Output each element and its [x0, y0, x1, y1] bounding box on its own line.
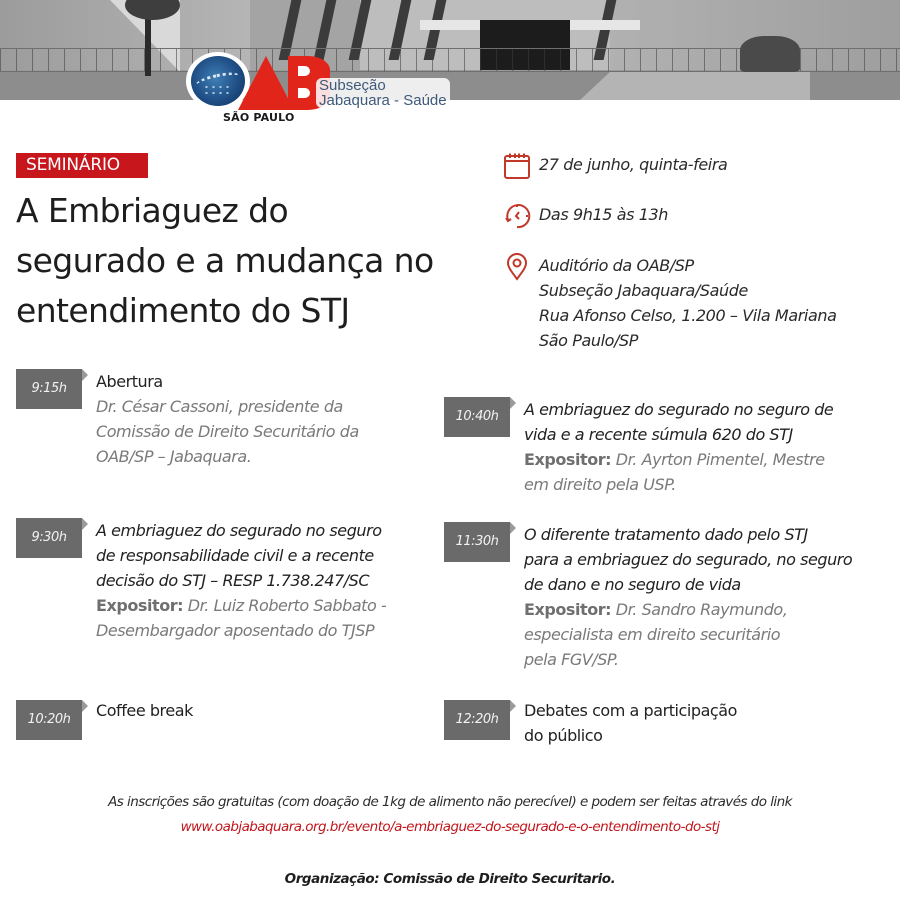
schedule-item-talk-3: 11:30h O diferente tratamento dado pelo STJ para a embriaguez do segurado, no seguro de dano e no seguro de vida Expositor: Dr. Sandro Raymundo, especialista em direito securitário pela FGV/SP.: [444, 522, 852, 672]
registration-text: As inscrições são gratuitas (com doação de 1kg de alimento não perecível) e podem ser feitas através do link: [108, 794, 792, 810]
schedule-item-debates: 12:20h Debates com a participação do público: [444, 698, 737, 748]
event-time: Das 9h15 às 13h: [539, 205, 669, 224]
item-title: Debates com a participação: [524, 701, 737, 720]
info-location: [503, 253, 837, 353]
event-title: A Embriaguez do segurado e a mudança no entendimento do STJ: [16, 191, 434, 330]
organization-credit: Organização: Comissão de Direito Securitario.: [284, 871, 616, 887]
schedule-item-coffee-break: [16, 698, 193, 740]
item-title: A embriaguez do segurado no seguro: [96, 521, 382, 540]
clock-icon: [503, 202, 531, 230]
schedule-item-talk-1: 9:30h A embriaguez do segurado no seguro de responsabilidade civil e a recente decisão do STJ – RESP 1.738.247/SC Expositor: Dr. Luiz Roberto Sabbato - Desembargador aposentado do TJSP: [16, 518, 386, 643]
event-date: 27 de junho, quinta-feira: [539, 155, 728, 174]
oab-logo: [186, 52, 456, 126]
logo-region: SÃO PAULO: [223, 111, 295, 124]
time-badge: 12:20h: [444, 700, 510, 740]
logo-subsection: Subseção Jabaquara - Saúde: [316, 78, 450, 108]
time-badge: 9:30h: [16, 518, 82, 558]
item-title: O diferente tratamento dado pelo STJ: [524, 525, 808, 544]
item-speaker: Expositor: Dr. Ayrton Pimentel, Mestre: [524, 450, 825, 469]
time-badge: 11:30h: [444, 522, 510, 562]
schedule-item-talk-2: 10:40h A embriaguez do segurado no seguro de vida e a recente súmula 620 do STJ Expositor: Dr. Ayrton Pimentel, Mestre em direito pela USP.: [444, 397, 833, 497]
time-badge: 9:15h: [16, 369, 82, 409]
item-title: A embriaguez do segurado no seguro de: [524, 400, 834, 419]
schedule-item-opening: 9:15h Abertura Dr. César Cassoni, presidente da Comissão de Direito Securitário da OAB/SP – Jabaquara.: [16, 369, 359, 469]
info-time: [503, 202, 668, 230]
registration-link[interactable]: www.oabjabaquara.org.br/evento/a-embriaguez-do-segurado-e-o-entendimento-do-stj: [180, 819, 720, 835]
event-location: Auditório da OAB/SP Subseção Jabaquara/Saúde Rua Afonso Celso, 1.200 – Vila Mariana São Paulo/SP: [539, 256, 837, 350]
item-title: Abertura: [96, 372, 163, 391]
item-speaker: Expositor: Dr. Sandro Raymundo,: [524, 600, 788, 619]
time-badge: 10:40h: [444, 397, 510, 437]
item-title: Coffee break: [96, 701, 193, 720]
event-type-tag: SEMINÁRIO: [16, 153, 148, 178]
info-date: [503, 152, 727, 180]
item-speaker: Expositor: Dr. Luiz Roberto Sabbato -: [96, 596, 387, 615]
time-badge: 10:20h: [16, 700, 82, 740]
calendar-icon: [503, 152, 531, 180]
map-pin-icon: [503, 253, 531, 281]
